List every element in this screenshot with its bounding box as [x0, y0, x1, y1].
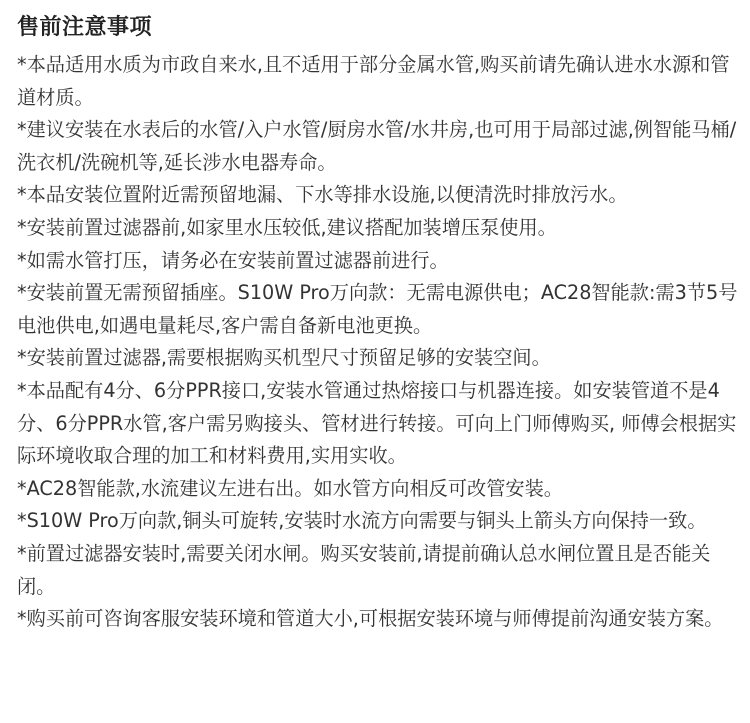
notice-item: *如需水管打压，请务必在安装前置过滤器前进行。 — [17, 248, 449, 272]
notice-item: *本品配有4分、6分PPR接口,安装水管通过热熔接口与机器连接。如安装管道不是4分、6分PPR水管,客户需另购接头、管材进行转接。可向上门师傅购买, 师傅会根据实际环境收取合理的加工和材料费用,实用实收。 — [17, 378, 737, 468]
notice-item: *前置过滤器安装时,需要关闭水闸。购买安装前,请提前确认总水闸位置且是否能关闭。 — [17, 541, 711, 598]
notice-list — [17, 49, 740, 636]
notice-item: *S10W Pro万向款,铜头可旋转,安装时水流方向需要与铜头上箭头方向保持一致。 — [17, 509, 707, 533]
notice-item: *AC28智能款,水流建议左进右出。如水管方向相反可改管安装。 — [17, 476, 563, 500]
notice-item: *本品适用水质为市政自来水,且不适用于部分金属水管,购买前请先确认进水水源和管道材质。 — [17, 53, 730, 109]
notice-item: *本品安装位置附近需预留地漏、下水等排水设施,以便清洗时排放污水。 — [17, 183, 628, 207]
notice-item: *安装前置过滤器,需要根据购买机型尺寸预留足够的安装空间。 — [17, 346, 551, 370]
notice-item: *购买前可咨询客服安装环境和管道大小,可根据安装环境与师傅提前沟通安装方案。 — [17, 607, 724, 631]
page-title: 售前注意事项 — [17, 15, 153, 40]
notice-item: *安装前置过滤器前,如家里水压较低,建议搭配加装增压泵使用。 — [17, 215, 557, 239]
notice-item: *建议安装在水表后的水管/入户水管/厨房水管/水井房,也可用于局部过滤,例智能马桶/洗衣机/洗碗机等,延长涉水电器寿命。 — [17, 118, 737, 174]
notice-item: *安装前置无需预留插座。S10W Pro万向款：无需电源供电；AC28智能款:需3节5号电池供电,如遇电量耗尽,客户需自备新电池更换。 — [17, 281, 738, 337]
